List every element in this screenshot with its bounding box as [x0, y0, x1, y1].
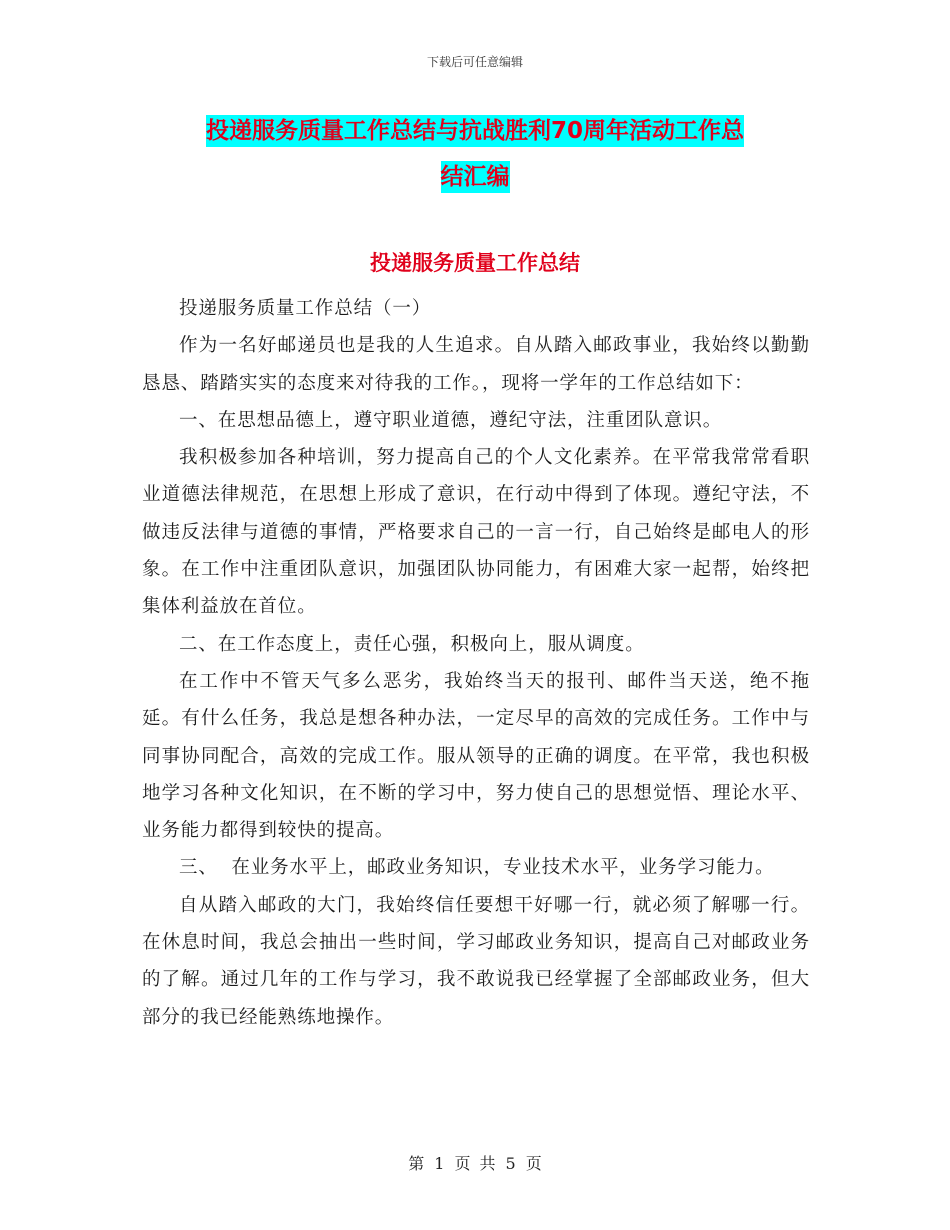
paragraph: 投递服务质量工作总结（一）: [179, 298, 432, 319]
document-body: [142, 290, 810, 1036]
paragraph: 自从踏入邮政的大门，我始终信任要想干好哪一行，就必须了解哪一行。在休息时间，我总会抽出一些时间，学习邮政业务知识，提高自己对邮政业务的了解。通过几年的工作与学习，我不敢说我已经掌握了全部邮政业务，但大部分的我已经能熟练地操作。: [142, 894, 810, 1028]
page-footer: [0, 1151, 950, 1174]
footer-suffix: 页: [525, 1154, 542, 1173]
paragraph: 一、在思想品德上，遵守职业道德，遵纪守法，注重团队意识。: [179, 409, 723, 431]
total-pages-number: 5: [505, 1154, 516, 1173]
document-title-line-2: 结汇编: [441, 161, 510, 193]
section-title: 投递服务质量工作总结: [370, 251, 580, 275]
document-title: [0, 108, 950, 200]
footer-middle: 页 共: [454, 1154, 496, 1173]
document-title-line-1: 投递服务质量工作总结与抗战胜利70周年活动工作总: [206, 115, 744, 147]
current-page-number: 1: [434, 1154, 445, 1173]
footer-prefix: 第: [408, 1154, 425, 1173]
header-note: 下载后可任意编辑: [426, 55, 523, 69]
paragraph: 我积极参加各种培训，努力提高自己的个人文化素养。在平常我常常看职业道德法律规范，在思想上形成了意识，在行动中得到了体现。遵纪守法，不做违反法律与道德的事情，严格要求自己的一言一行，自己始终是邮电人的形象。在工作中注重团队意识，加强团队协同能力，有困难大家一起帮，始终把集体利益放在首位。: [142, 447, 810, 618]
paragraph: 作为一名好邮递员也是我的人生追求。自从踏入邮政事业，我始终以勤勤恳恳、踏踏实实的态度来对待我的工作。，现将一学年的工作总结如下：: [142, 335, 810, 394]
paragraph: 在工作中不管天气多么恶劣，我始终当天的报刊、邮件当天送，绝不拖延。有什么任务，我总是想各种办法，一定尽早的高效的完成任务。工作中与同事协同配合，高效的完成工作。服从领导的正确的调度。在平常，我也积极地学习各种文化知识，在不断的学习中，努力使自己的思想觉悟、理论水平、业务能力都得到较快的提高。: [142, 670, 810, 842]
paragraph: 二、在工作态度上，责任心强，积极向上，服从调度。: [179, 633, 645, 655]
paragraph: 三、 在业务水平上，邮政业务知识，专业技术水平，业务学习能力。: [179, 857, 775, 879]
